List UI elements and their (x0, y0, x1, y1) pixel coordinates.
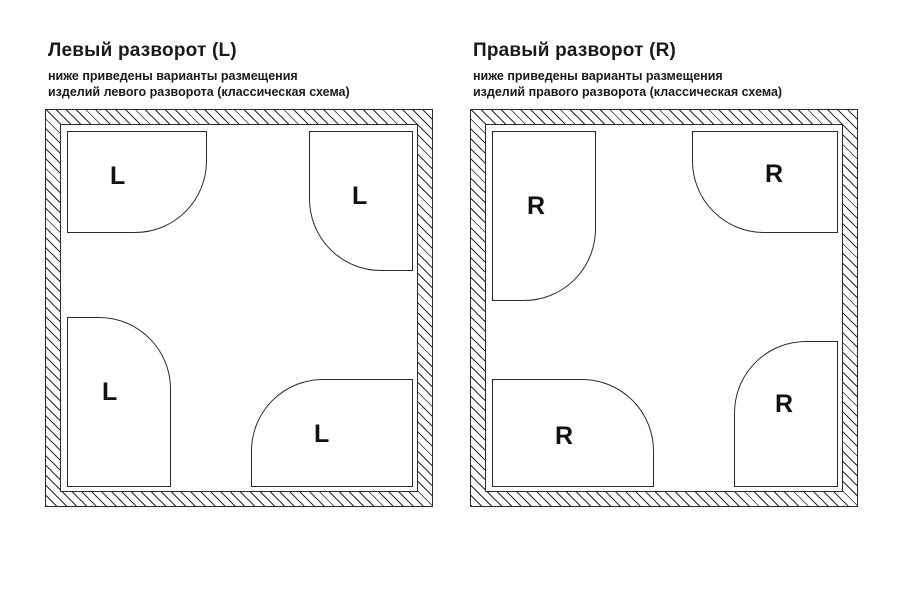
panel-left-subtitle (48, 69, 438, 100)
room-left-interior (60, 124, 418, 492)
left-fixture-top-right-label: L (352, 182, 368, 211)
left-fixture-top-right (309, 131, 413, 271)
left-fixture-top-left-label: L (110, 162, 126, 191)
room-right-interior (485, 124, 843, 492)
panel-left-subtitle-line1: ниже приведены варианты размещения (48, 69, 298, 83)
right-fixture-bottom-left (492, 379, 654, 487)
left-fixture-bottom-right-label: L (314, 420, 330, 449)
panel-right-subtitle (473, 69, 863, 100)
panel-right-title: Правый разворот (R) (473, 40, 677, 61)
panel-right-opening (470, 40, 870, 507)
panel-left-opening (45, 40, 445, 507)
panel-right-subtitle-line1: ниже приведены варианты размещения (473, 69, 723, 83)
right-fixture-top-left (492, 131, 596, 301)
right-fixture-bottom-right (734, 341, 838, 487)
right-fixture-top-right-label: R (765, 160, 784, 189)
right-fixture-bottom-right-label: R (775, 390, 794, 419)
room-left (45, 109, 433, 507)
right-fixture-top-left-label: R (527, 192, 546, 221)
right-fixture-top-right (692, 131, 838, 233)
left-fixture-bottom-left (67, 317, 171, 487)
right-fixture-bottom-left-label: R (555, 422, 574, 451)
left-fixture-bottom-right (251, 379, 413, 487)
panel-left-subtitle-line2: изделий левого разворота (классическая схема) (48, 84, 350, 99)
left-fixture-top-left (67, 131, 207, 233)
panel-left-title: Левый разворот (L) (48, 40, 237, 61)
room-right (470, 109, 858, 507)
left-fixture-bottom-left-label: L (102, 378, 118, 407)
panel-right-subtitle-line2: изделий правого разворота (классическая схема) (473, 84, 783, 99)
